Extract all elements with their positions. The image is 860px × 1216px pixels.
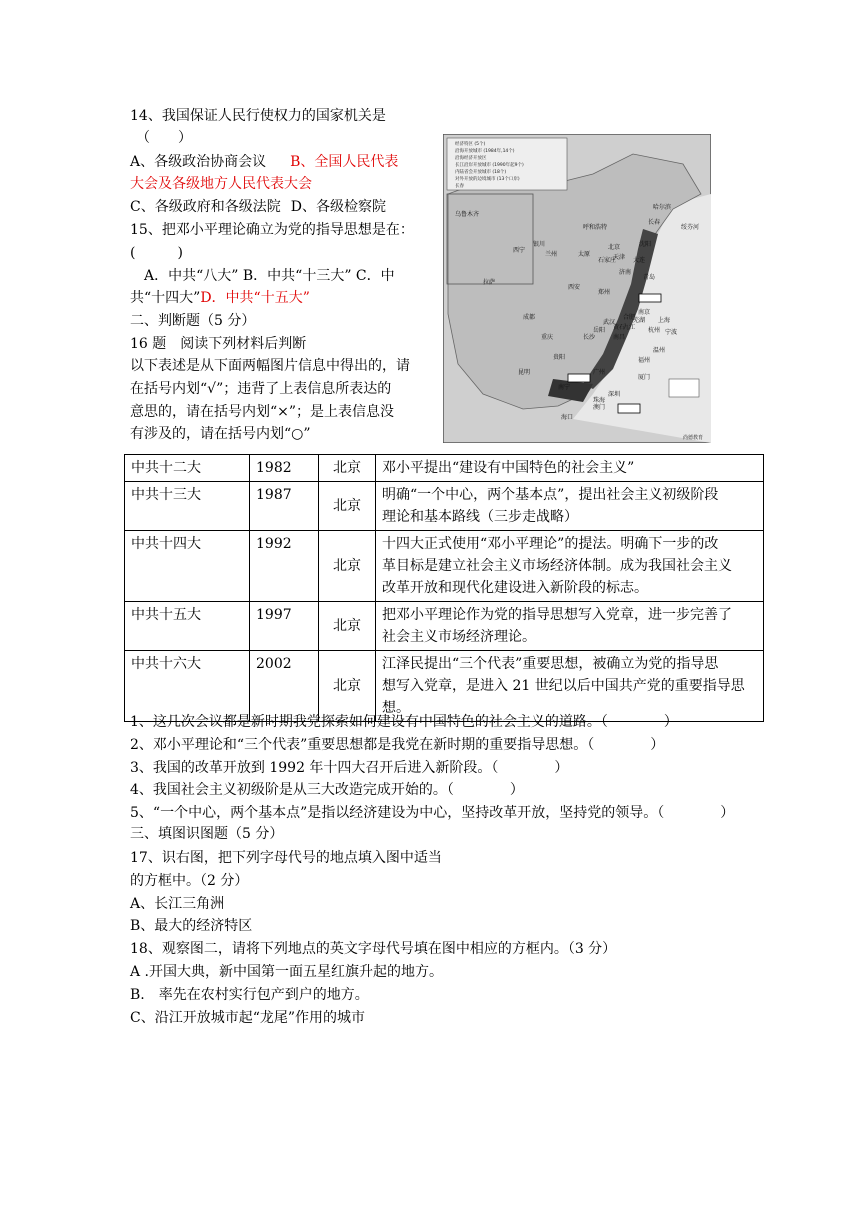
q14-option-d: D、各级检察院 [290, 199, 386, 215]
map-city-label: 深圳 [608, 391, 621, 398]
content-line: 想。 [382, 700, 410, 716]
q16-intro-4: 有涉及的，请在括号内划“○” [130, 426, 311, 442]
answer-box-3[interactable] [568, 374, 590, 382]
content-line: 十四大正式使用“邓小平理论”的提法。明确下一步的改 [382, 536, 719, 552]
svg-text:沿海经济开放区: 沿海经济开放区 [455, 156, 487, 161]
svg-text:经济特区 (5个): 经济特区 (5个) [455, 142, 486, 147]
map-city-label: 福州 [638, 357, 651, 364]
congress-content [376, 531, 764, 602]
china-opening-map [443, 134, 711, 443]
q17-line-2: 的方框中。（2 分） [130, 873, 249, 889]
q15-option-d: D．中共“十五大” [200, 290, 310, 306]
map-city-label: 银川 [533, 241, 546, 248]
map-city-label: 合肥 [623, 314, 636, 321]
map-city-label: 沈阳 [639, 241, 652, 248]
congress-year: 1987 [250, 482, 319, 531]
table-row [125, 455, 764, 482]
section-2-title: 二、判断题（5 分） [130, 313, 256, 329]
map-city-label: 武汉 [603, 319, 616, 326]
svg-text:内陆省会开放城市 (18个): 内陆省会开放城市 (18个) [455, 170, 507, 175]
q15-stem: 15、把邓小平理论确立为党的指导思想是在： [130, 222, 414, 238]
content-line: 把邓小平理论作为党的指导思想写入党章，进一步完善了 [382, 607, 732, 623]
map-city-label: 兰州 [545, 251, 558, 258]
map-city-label: 宁波 [665, 329, 678, 336]
q14-option-b-cont: 大会及各级地方人民代表大会 [130, 176, 312, 192]
map-city-label: 济南 [619, 269, 632, 276]
map-city-label: 海口 [561, 414, 574, 421]
q16-title: 16 题 阅读下列材料后判断 [130, 336, 307, 352]
congress-content [376, 602, 764, 651]
map-city-label: 北京 [608, 244, 621, 251]
svg-text:对外开放的边境城市 (13个口岸): 对外开放的边境城市 (13个口岸) [455, 177, 520, 182]
content-line: 明确“一个中心，两个基本点”，提出社会主义初级阶段 [382, 487, 719, 503]
table-row [125, 482, 764, 531]
map-city-label: 呼和浩特 [583, 224, 608, 231]
map-city-label: 西安 [568, 284, 581, 291]
congress-name: 中共十三大 [125, 482, 250, 531]
map-city-label: 南京 [638, 309, 651, 316]
congress-year: 2002 [250, 651, 319, 722]
map-city-label: 郑州 [598, 289, 611, 296]
map-city-label: 九江 [623, 324, 636, 331]
judgment-item: 4、我国社会主义初级阶是从三大改造完成开始的。（ ） [130, 782, 524, 798]
content-line: 改革开放和现代化建设进入新阶段的标志。 [382, 580, 648, 596]
map-city-label: 南宁 [558, 384, 571, 391]
q14-stem: 14、我国保证人民行使权力的国家机关是 [130, 108, 386, 124]
q17-line-1: 17、识右图，把下列字母代号的地点填入图中适当 [130, 850, 442, 866]
map-city-label: 南昌 [613, 334, 626, 341]
congress-table [124, 454, 764, 722]
congress-place: 北京 [319, 602, 376, 651]
map-city-label: 长春 [648, 219, 661, 226]
q14-option-a: A、各级政治协商会议 [130, 154, 267, 170]
q18-option-b: B. 率先在农村实行包产到户的地方。 [130, 987, 369, 1003]
map-city-label: 澳门 [593, 404, 606, 411]
map-city-label: 太原 [578, 251, 591, 258]
content-line: 邓小平提出“建设有中国特色的社会主义” [382, 460, 635, 476]
svg-text:长江沿岸开放城市 (1990年起9个): 长江沿岸开放城市 (1990年起9个) [455, 163, 524, 168]
q17-option-b: B、最大的经济特区 [130, 918, 253, 934]
map-city-label: 西宁 [513, 247, 526, 254]
map-city-label: 芜湖 [633, 317, 646, 324]
q15-options-2 [130, 288, 310, 308]
section-3-title: 三、填图识图题（5 分） [130, 826, 284, 842]
q14-answer-paren: （ ） [136, 130, 192, 146]
map-city-label: 成都 [523, 314, 536, 321]
congress-place: 北京 [319, 531, 376, 602]
congress-place: 北京 [319, 455, 376, 482]
congress-year: 1997 [250, 602, 319, 651]
content-line: 革目标是建立社会主义市场经济体制。成为我国社会主义 [382, 558, 732, 574]
answer-box-2[interactable] [618, 404, 640, 413]
q14-option-line [130, 152, 398, 172]
map-city-label: 上海 [658, 317, 671, 324]
q15-options-1: A．中共“八大” B．中共“十三大” C．中 [144, 268, 395, 284]
table-row [125, 651, 764, 722]
congress-place: 北京 [319, 651, 376, 722]
congress-content [376, 455, 764, 482]
map-credit: 尚德教育 [683, 435, 704, 441]
svg-text:沿海开放城市 (1984年,14个): 沿海开放城市 (1984年,14个) [455, 149, 515, 154]
congress-name: 中共十四大 [125, 531, 250, 602]
map-city-label: 石家庄 [598, 257, 617, 264]
judgment-item: 5、“一个中心，两个基本点”是指以经济建设为中心，坚持改革开放，坚持党的领导。（ ） [130, 805, 735, 821]
map-city-label: 广州 [593, 369, 606, 376]
congress-name: 中共十五大 [125, 602, 250, 651]
q18-option-c: C、沿江开放城市起“龙尾”作用的城市 [130, 1010, 366, 1026]
map-city-label: 杭州 [648, 327, 661, 334]
congress-content [376, 482, 764, 531]
q14-option-b: B、全国人民代表 [290, 154, 399, 170]
congress-name: 中共十二大 [125, 455, 250, 482]
answer-box-1[interactable] [639, 294, 661, 302]
map-city-label: 重庆 [541, 334, 554, 341]
map-city-label: 青岛 [643, 274, 656, 281]
map-city-label: 珠海 [593, 397, 606, 404]
q17-option-a: A、长江三角洲 [130, 896, 225, 912]
map-city-label: 昆明 [518, 369, 531, 376]
map-city-label: 长沙 [583, 334, 596, 341]
map-city-label: 天津 [613, 254, 626, 261]
q16-intro-3: 意思的，请在括号内划“×”；是上表信息没 [130, 404, 395, 420]
congress-place: 北京 [319, 482, 376, 531]
svg-text:长春: 长春 [455, 184, 464, 189]
q15-option-c-cont: 共“十四大” [130, 290, 201, 306]
map-city-label: 哈尔滨 [653, 204, 672, 211]
q16-intro-1: 以下表述是从下面两幅图片信息中得出的，请 [130, 358, 410, 374]
map-city-label: 温州 [653, 347, 666, 354]
q18-option-a: A .开国大典，新中国第一面五星红旗升起的地方。 [130, 964, 444, 980]
judgment-item: 3、我国的改革开放到 1992 年十四大召开后进入新阶段。（ ） [130, 760, 569, 776]
q15-answer-paren: ( ) [130, 245, 183, 261]
table-row [125, 531, 764, 602]
map-city-label: 绥芬河 [681, 224, 700, 231]
congress-year: 1992 [250, 531, 319, 602]
q14-option-c: C、各级政府和各级法院 [130, 199, 281, 215]
table-row [125, 602, 764, 651]
congress-name: 中共十六大 [125, 651, 250, 722]
congress-content [376, 651, 764, 722]
q18-stem: 18、观察图二，请将下列地点的英文字母代号填在图中相应的方框内。（3 分） [130, 941, 617, 957]
q16-intro-2: 在括号内划“√”；违背了上表信息所表达的 [130, 381, 392, 397]
map-city-label: 乌鲁木齐 [455, 211, 480, 218]
content-line: 社会主义市场经济理论。 [382, 629, 536, 645]
q14-option-cd [130, 197, 386, 217]
content-line: 江泽民提出“三个代表”重要思想，被确立为党的指导思 [382, 656, 719, 672]
congress-year: 1982 [250, 455, 319, 482]
judgment-item: 2、邓小平理论和“三个代表”重要思想都是我党在新时期的重要指导思想。（ ） [130, 737, 665, 753]
map-city-label: 拉萨 [483, 279, 496, 286]
content-line: 理论和基本路线（三步走战略） [382, 509, 578, 525]
judgment-item: 1、这几次会议都是新时期我党探索如何建设有中国特色的社会主义的道路。（ ） [130, 714, 678, 730]
map-city-label: 大连 [633, 257, 646, 264]
content-line: 想写入党章，是进入 21 世纪以后中国共产党的重要指导思 [382, 678, 745, 694]
map-city-label: 黄石 [613, 324, 626, 331]
map-city-label: 厦门 [638, 374, 651, 381]
map-inset-small [669, 379, 699, 397]
map-city-label: 贵阳 [553, 354, 566, 361]
map-city-label: 岳阳 [593, 327, 606, 334]
